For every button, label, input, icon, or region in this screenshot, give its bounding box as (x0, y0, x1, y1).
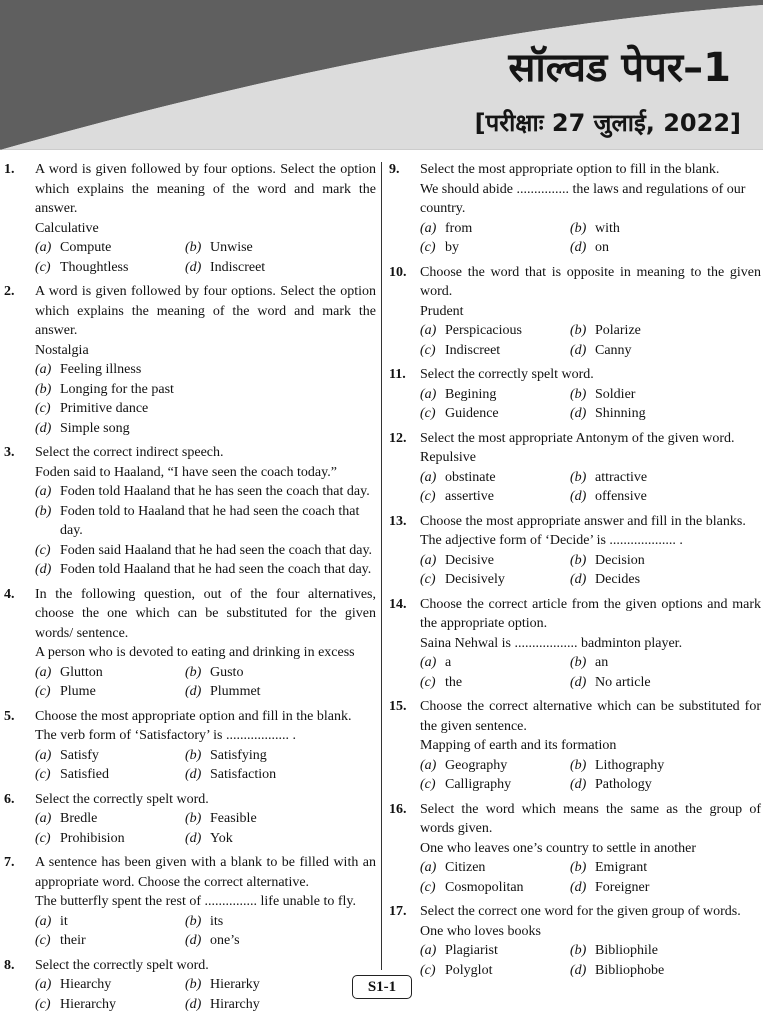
option-text: Glutton (60, 664, 103, 680)
option-item (35, 419, 376, 439)
option-item (420, 570, 570, 590)
options-list (35, 360, 376, 438)
option-item (420, 551, 570, 571)
option-item (35, 238, 185, 258)
question-item (389, 160, 761, 258)
option-text: assertive (445, 489, 494, 504)
question-item (389, 595, 761, 693)
option-text: with (595, 220, 620, 236)
question-stem: Select the most appropriate option to fill in the blank. (420, 162, 720, 177)
option-letter: (b) (570, 757, 587, 773)
options-list (420, 321, 761, 360)
question-item (4, 956, 376, 1015)
option-text: attractive (595, 469, 648, 485)
option-letter: (d) (185, 996, 202, 1012)
question-item (4, 443, 376, 580)
option-item (420, 653, 570, 673)
option-item (185, 663, 376, 683)
header-banner (0, 0, 763, 150)
option-item (420, 238, 570, 258)
option-letter: (c) (420, 879, 436, 895)
option-text: Polarize (595, 323, 641, 338)
option-text: Feeling illness (60, 362, 142, 377)
option-letter: (d) (35, 562, 52, 577)
option-text: Decisive (445, 552, 494, 568)
option-item (570, 673, 761, 693)
option-text: Plume (60, 684, 96, 699)
option-text: Foden told Haaland that he has seen the coach that day. (60, 484, 370, 499)
option-text: Citizen (445, 860, 486, 875)
option-text: Bredle (60, 811, 98, 826)
options-list (420, 385, 761, 424)
options-list (420, 551, 761, 590)
question-stem: Choose the word that is opposite in meaning to the given word. (420, 264, 761, 299)
question-stem: Choose the correct article from the given options and mark the appropriate option. (420, 596, 761, 631)
option-text: an (595, 655, 609, 670)
option-letter: (d) (185, 933, 202, 948)
column-divider (381, 162, 382, 970)
option-letter: (a) (420, 860, 437, 875)
option-letter: (a) (35, 913, 52, 929)
question-item (4, 853, 376, 951)
option-item (35, 380, 376, 400)
question-subject: Foden said to Haaland, “I have seen the coach today.” (35, 464, 337, 480)
option-text: one’s (210, 933, 240, 948)
option-letter: (c) (35, 542, 51, 558)
option-letter: (a) (35, 240, 52, 255)
option-letter: (c) (35, 684, 51, 699)
option-text: Foden told Haaland that he had seen the coach that day. (60, 562, 372, 577)
option-item (420, 385, 570, 405)
options-list (420, 941, 761, 980)
question-stem: Select the correct one word for the given group of words. (420, 904, 741, 919)
option-letter: (d) (35, 420, 52, 436)
option-text: a (445, 655, 452, 670)
option-text: Hirarchy (210, 996, 260, 1012)
exam-date: [परीक्षाः 27 जुलाई, 2022] (474, 109, 741, 137)
option-item (35, 399, 376, 419)
question-stem: Choose the most appropriate answer and fill in the blanks. (420, 513, 746, 529)
option-item (420, 775, 570, 795)
option-letter: (c) (420, 572, 436, 587)
option-letter: (d) (570, 962, 587, 978)
question-item (4, 707, 376, 785)
option-letter: (c) (420, 240, 436, 255)
option-text: Shinning (595, 406, 646, 421)
question-item (389, 512, 761, 590)
option-letter: (a) (420, 757, 437, 773)
option-text: Polyglot (445, 962, 493, 978)
option-item (185, 765, 376, 785)
option-item (570, 487, 761, 507)
option-text: Foden told to Haaland that he had seen the coach that day. (60, 503, 360, 538)
option-text: Simple song (60, 420, 130, 436)
option-letter: (b) (185, 747, 202, 763)
option-item (35, 560, 376, 580)
question-subject: One who loves books (420, 923, 541, 939)
question-stem: Select the correctly spelt word. (420, 367, 594, 382)
option-text: Yok (210, 830, 233, 846)
option-letter: (a) (420, 552, 437, 568)
option-item (185, 682, 376, 702)
option-letter: (c) (35, 996, 51, 1012)
option-text: Unwise (210, 240, 253, 255)
option-item (35, 765, 185, 785)
option-text: Satisfaction (210, 767, 277, 782)
option-text: Calligraphy (445, 777, 512, 792)
option-item (420, 404, 570, 424)
option-item (570, 775, 761, 795)
option-item (35, 746, 185, 766)
options-list (420, 653, 761, 692)
option-letter: (b) (570, 386, 587, 402)
option-item (185, 258, 376, 278)
question-subject: Repulsive (420, 450, 476, 465)
option-item (420, 673, 570, 693)
option-item (420, 468, 570, 488)
option-letter: (a) (420, 220, 437, 236)
option-item (570, 878, 761, 898)
question-subject: Prudent (420, 303, 464, 319)
question-subject: Mapping of earth and its formation (420, 738, 617, 753)
option-item (35, 809, 185, 829)
option-item (570, 321, 761, 341)
option-text: Pathology (595, 777, 652, 792)
option-letter: (a) (35, 362, 52, 377)
question-item (389, 429, 761, 507)
option-letter: (c) (35, 830, 51, 846)
option-text: by (445, 240, 459, 255)
option-letter: (d) (570, 674, 587, 690)
question-number: 8. (4, 957, 15, 973)
question-number: 17. (389, 904, 407, 919)
option-text: their (60, 933, 86, 948)
question-number: 10. (389, 264, 407, 280)
question-stem: Select the most appropriate Antonym of the given word. (420, 430, 735, 446)
option-text: Foden said Haaland that he had seen the coach that day. (60, 542, 373, 558)
option-letter: (b) (185, 811, 202, 826)
option-letter: (d) (185, 767, 202, 782)
question-number: 14. (389, 596, 407, 612)
option-item (570, 385, 761, 405)
option-text: Decision (595, 552, 645, 568)
option-item (570, 341, 761, 361)
option-letter: (d) (570, 342, 587, 358)
option-letter: (d) (570, 406, 587, 421)
option-item (420, 961, 570, 981)
option-text: Feasible (210, 811, 257, 826)
option-text: from (445, 220, 473, 236)
option-text: Lithography (595, 757, 665, 773)
question-number: 12. (389, 430, 407, 446)
option-item (570, 941, 761, 961)
question-stem: In the following question, out of the four alternatives, choose the one which can be substituted for the given words/ sentence. (35, 586, 376, 641)
option-text: Compute (60, 240, 112, 255)
option-letter: (d) (185, 830, 202, 846)
question-subject: The adjective form of ‘Decide’ is ................... . (420, 533, 683, 548)
option-item (185, 238, 376, 258)
option-text: Indiscreet (445, 342, 501, 358)
option-item (35, 541, 376, 561)
question-subject: The butterfly spent the rest of ............... life unable to fly. (35, 894, 357, 909)
option-item (35, 931, 185, 951)
option-text: on (595, 240, 609, 255)
question-number: 4. (4, 586, 15, 602)
option-item (35, 502, 376, 541)
option-text: Geography (445, 757, 508, 773)
question-stem: Choose the most appropriate option and fill in the blank. (35, 708, 352, 724)
option-text: offensive (595, 489, 647, 504)
option-item (570, 756, 761, 776)
option-text: it (60, 913, 68, 929)
option-letter: (b) (35, 381, 52, 397)
question-stem: Select the correct indirect speech. (35, 445, 224, 460)
question-item (4, 585, 376, 702)
page-number: S1-1 (352, 975, 412, 999)
question-item (389, 263, 761, 361)
option-item (35, 995, 185, 1015)
option-item (570, 570, 761, 590)
option-letter: (c) (35, 259, 51, 275)
option-item (420, 858, 570, 878)
option-item (420, 756, 570, 776)
question-number: 1. (4, 162, 15, 177)
option-text: Perspicacious (445, 323, 522, 338)
option-letter: (d) (570, 572, 587, 587)
options-list (35, 746, 376, 785)
question-item (389, 697, 761, 795)
question-number: 7. (4, 855, 15, 870)
option-letter: (d) (570, 879, 587, 895)
question-stem: Choose the correct alternative which can be substituted for the given sentence. (420, 699, 761, 734)
question-item (389, 365, 761, 424)
option-letter: (b) (570, 220, 587, 236)
option-letter: (b) (570, 655, 587, 670)
options-list (420, 219, 761, 258)
option-letter: (a) (35, 811, 52, 826)
option-letter: (b) (570, 552, 587, 568)
option-text: Soldier (595, 386, 636, 402)
option-item (570, 468, 761, 488)
option-text: Guidence (445, 406, 499, 421)
option-letter: (c) (35, 933, 51, 948)
option-item (185, 746, 376, 766)
option-item (570, 653, 761, 673)
option-item (35, 829, 185, 849)
option-letter: (a) (420, 323, 437, 338)
option-item (35, 663, 185, 683)
option-letter: (d) (570, 777, 587, 792)
question-stem: A sentence has been given with a blank to be filled with an appropriate word. Choose the correct alternative. (35, 855, 376, 890)
option-item (570, 858, 761, 878)
options-list (35, 482, 376, 580)
option-letter: (c) (420, 962, 436, 978)
option-letter: (c) (420, 342, 436, 358)
option-letter: (a) (420, 469, 437, 485)
options-list (35, 912, 376, 951)
option-letter: (c) (420, 674, 436, 690)
option-item (35, 482, 376, 502)
question-subject: Calculative (35, 220, 99, 236)
option-text: Plagiarist (445, 943, 498, 958)
option-letter: (c) (420, 406, 436, 421)
question-subject: The verb form of ‘Satisfactory’ is .................. . (35, 728, 297, 743)
option-item (570, 219, 761, 239)
question-item (4, 790, 376, 849)
option-letter: (a) (35, 664, 52, 680)
option-letter: (b) (185, 913, 202, 929)
option-item (420, 878, 570, 898)
option-text: Decisively (445, 572, 505, 587)
question-subject: Saina Nehwal is .................. badminton player. (420, 635, 683, 651)
option-text: Gusto (210, 664, 244, 680)
option-item (185, 995, 376, 1015)
option-letter: (b) (185, 664, 202, 680)
option-item (185, 975, 376, 995)
option-letter: (d) (185, 684, 202, 699)
option-text: Satisfied (60, 767, 109, 782)
question-number: 3. (4, 445, 15, 460)
option-item (420, 321, 570, 341)
question-item (4, 160, 376, 277)
option-letter: (a) (35, 484, 52, 499)
option-letter: (a) (420, 386, 437, 402)
question-number: 6. (4, 791, 15, 807)
option-text: its (210, 913, 224, 929)
option-item (570, 238, 761, 258)
question-item (389, 800, 761, 898)
option-text: Thoughtless (60, 259, 129, 275)
option-item (420, 487, 570, 507)
options-list (35, 663, 376, 702)
option-letter: (c) (35, 767, 51, 782)
question-stem: Select the word which means the same as the group of words given. (420, 801, 761, 836)
option-text: Foreigner (595, 879, 650, 895)
question-stem: Select the correctly spelt word. (35, 957, 209, 973)
option-letter: (b) (570, 860, 587, 875)
option-letter: (c) (420, 777, 436, 792)
option-item (185, 809, 376, 829)
option-item (420, 941, 570, 961)
options-list (35, 238, 376, 277)
option-item (570, 551, 761, 571)
option-text: Satisfying (210, 747, 267, 763)
option-text: Decides (595, 572, 641, 587)
option-letter: (d) (185, 259, 202, 275)
option-letter: (b) (570, 323, 587, 338)
options-list (420, 858, 761, 897)
question-number: 11. (389, 367, 406, 382)
option-text: the (445, 674, 463, 690)
question-number: 13. (389, 513, 407, 529)
option-item (35, 682, 185, 702)
option-text: Hierarky (210, 977, 260, 992)
question-subject: Nostalgia (35, 342, 89, 358)
option-text: Hierarchy (60, 996, 116, 1012)
option-letter: (a) (35, 977, 52, 992)
option-text: Indiscreet (210, 259, 266, 275)
question-stem: Select the correctly spelt word. (35, 791, 209, 807)
option-item (570, 961, 761, 981)
option-item (420, 219, 570, 239)
option-text: Begining (445, 386, 497, 402)
option-letter: (b) (185, 240, 202, 255)
option-text: Longing for the past (60, 381, 174, 397)
option-text: Canny (595, 342, 632, 358)
option-item (35, 360, 376, 380)
option-item (35, 912, 185, 932)
option-text: Bibliophobe (595, 962, 665, 978)
option-item (35, 258, 185, 278)
question-subject: A person who is devoted to eating and drinking in excess (35, 645, 355, 660)
option-text: Emigrant (595, 860, 648, 875)
option-letter: (c) (35, 401, 51, 416)
question-subject: One who leaves one’s country to settle in another (420, 840, 697, 856)
option-letter: (b) (185, 977, 202, 992)
option-text: Plummet (210, 684, 261, 699)
option-letter: (c) (420, 489, 436, 504)
options-list (420, 468, 761, 507)
option-item (420, 341, 570, 361)
option-text: obstinate (445, 469, 496, 485)
option-item (185, 829, 376, 849)
option-item (570, 404, 761, 424)
option-item (185, 912, 376, 932)
question-number: 9. (389, 162, 400, 177)
option-item (35, 975, 185, 995)
question-number: 2. (4, 284, 15, 299)
question-number: 16. (389, 801, 407, 817)
option-text: Prohibision (60, 830, 125, 846)
question-number: 15. (389, 699, 407, 714)
option-letter: (b) (570, 469, 587, 485)
option-letter: (d) (570, 240, 587, 255)
option-letter: (a) (35, 747, 52, 763)
option-letter: (b) (570, 943, 587, 958)
option-letter: (b) (35, 503, 52, 519)
options-list (35, 809, 376, 848)
question-item (4, 282, 376, 438)
question-subject: We should abide ............... the laws and regulations of our country. (420, 181, 746, 216)
page-title: सॉल्वड पेपर–1 (508, 45, 731, 91)
option-text: Satisfy (60, 747, 99, 763)
option-text: Bibliophile (595, 943, 658, 958)
options-list (420, 756, 761, 795)
option-item (185, 931, 376, 951)
option-letter: (a) (420, 943, 437, 958)
question-stem: A word is given followed by four options. Select the option which explains the meaning of the word and mark the answer. (35, 162, 376, 216)
right-column (389, 160, 761, 985)
left-column (4, 160, 376, 1019)
question-item (389, 902, 761, 980)
options-list (35, 975, 376, 1014)
option-text: No article (595, 674, 651, 690)
option-text: Hiearchy (60, 977, 112, 992)
option-text: Primitive dance (60, 401, 149, 416)
option-letter: (a) (420, 655, 437, 670)
question-number: 5. (4, 708, 15, 724)
option-text: Cosmopolitan (445, 879, 524, 895)
question-stem: A word is given followed by four options. Select the option which explains the meaning of the word and mark the answer. (35, 284, 376, 338)
option-letter: (d) (570, 489, 587, 504)
